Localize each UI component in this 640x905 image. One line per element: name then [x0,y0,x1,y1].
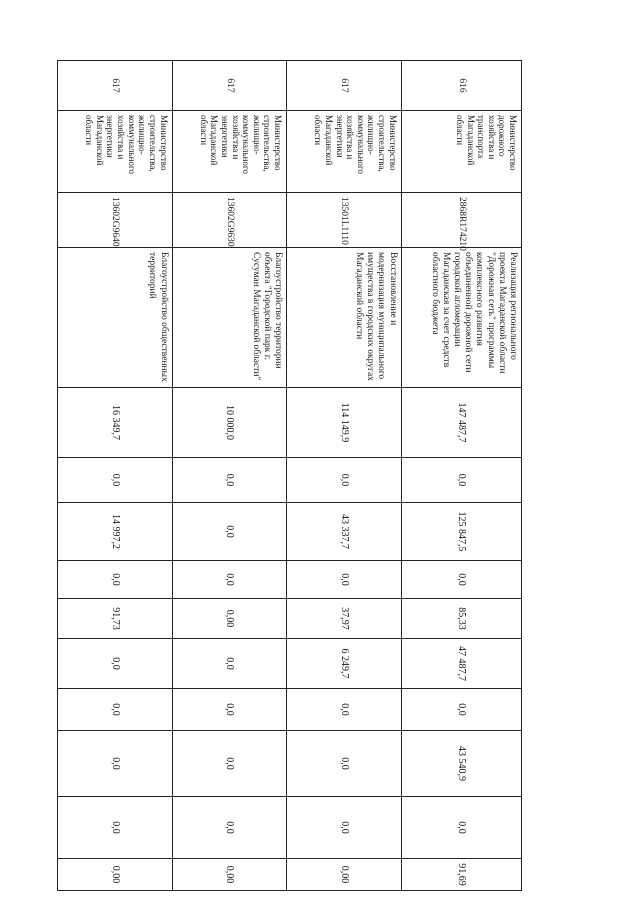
cell-v4: 0,0 [58,561,173,599]
cell-v3: 0,0 [172,503,287,561]
cell-target: 13501L1110 [287,193,402,248]
table-row [287,61,402,891]
cell-v5: 91,73 [58,599,173,639]
cell-v8: 0,0 [58,731,173,797]
cell-code: 617 [172,61,287,111]
cell-target: 13602G9630 [172,193,287,248]
cell-v7: 0,0 [58,689,173,731]
cell-target: 2868R174210 [401,193,521,248]
cell-v3: 125 847,5 [401,503,521,561]
table-row [401,61,521,891]
cell-target: 13602G9640 [58,193,173,248]
table-row [172,61,287,891]
cell-v3: 14 997,2 [58,503,173,561]
cell-v5: 37,97 [287,599,402,639]
cell-v4: 0,0 [401,561,521,599]
cell-ministry: Министерство дорожного хозяйства и транспорта Магаданской области [401,111,521,193]
cell-v6: 6 249,7 [287,639,402,689]
cell-v4: 0,0 [172,561,287,599]
cell-v10: 0,00 [287,859,402,891]
cell-v8: 0,0 [172,731,287,797]
cell-v7: 0,0 [401,689,521,731]
cell-v7: 0,0 [172,689,287,731]
cell-v1: 10 000,0 [172,388,287,458]
cell-v2: 0,0 [401,458,521,503]
cell-v5: 0,00 [172,599,287,639]
cell-v9: 0,0 [58,797,173,859]
rotated-table-wrapper [57,60,522,890]
cell-description: Благоустройство территории объекта "Городской парк г. Сусуман Магаданской области" [172,248,287,388]
cell-v6: 0,0 [58,639,173,689]
cell-v1: 147 487,7 [401,388,521,458]
cell-v10: 91,69 [401,859,521,891]
cell-v10: 0,00 [58,859,173,891]
cell-code: 616 [401,61,521,111]
cell-v5: 85,33 [401,599,521,639]
cell-ministry: Министерство строительства, жилищно-коммунального хозяйства и энергетики Магаданской области [58,111,173,193]
table-row [58,61,173,891]
cell-v9: 0,0 [287,797,402,859]
cell-v1: 16 349,7 [58,388,173,458]
cell-v4: 0,0 [287,561,402,599]
cell-description: Реализация регионального проекта Магаданской области "Дорожная сеть" программы комплексного развития объединенной дорожной сети городской агломерации Магаданская за счет средств областного бюджета [401,248,521,388]
cell-v2: 0,0 [287,458,402,503]
cell-v8: 43 540,9 [401,731,521,797]
cell-v7: 0,0 [287,689,402,731]
cell-ministry: Министерство строительства, жилищно-коммунального хозяйства и энергетики Магаданской области [287,111,402,193]
cell-v6: 0,0 [172,639,287,689]
cell-description: Благоустройство общественных территорий [58,248,173,388]
cell-code: 617 [287,61,402,111]
cell-v8: 0,0 [287,731,402,797]
cell-v2: 0,0 [58,458,173,503]
cell-v10: 0,00 [172,859,287,891]
cell-v9: 0,0 [401,797,521,859]
cell-v6: 47 487,7 [401,639,521,689]
cell-ministry: Министерство строительства, жилищно-коммунального хозяйства и энергетики Магаданской области [172,111,287,193]
cell-v2: 0,0 [172,458,287,503]
budget-table [57,60,522,891]
cell-v1: 114 149,9 [287,388,402,458]
cell-description: Восстановление и модернизация муниципального имущества в городских округах Магаданской области [287,248,402,388]
cell-code: 617 [58,61,173,111]
cell-v9: 0,0 [172,797,287,859]
cell-v3: 43 337,7 [287,503,402,561]
